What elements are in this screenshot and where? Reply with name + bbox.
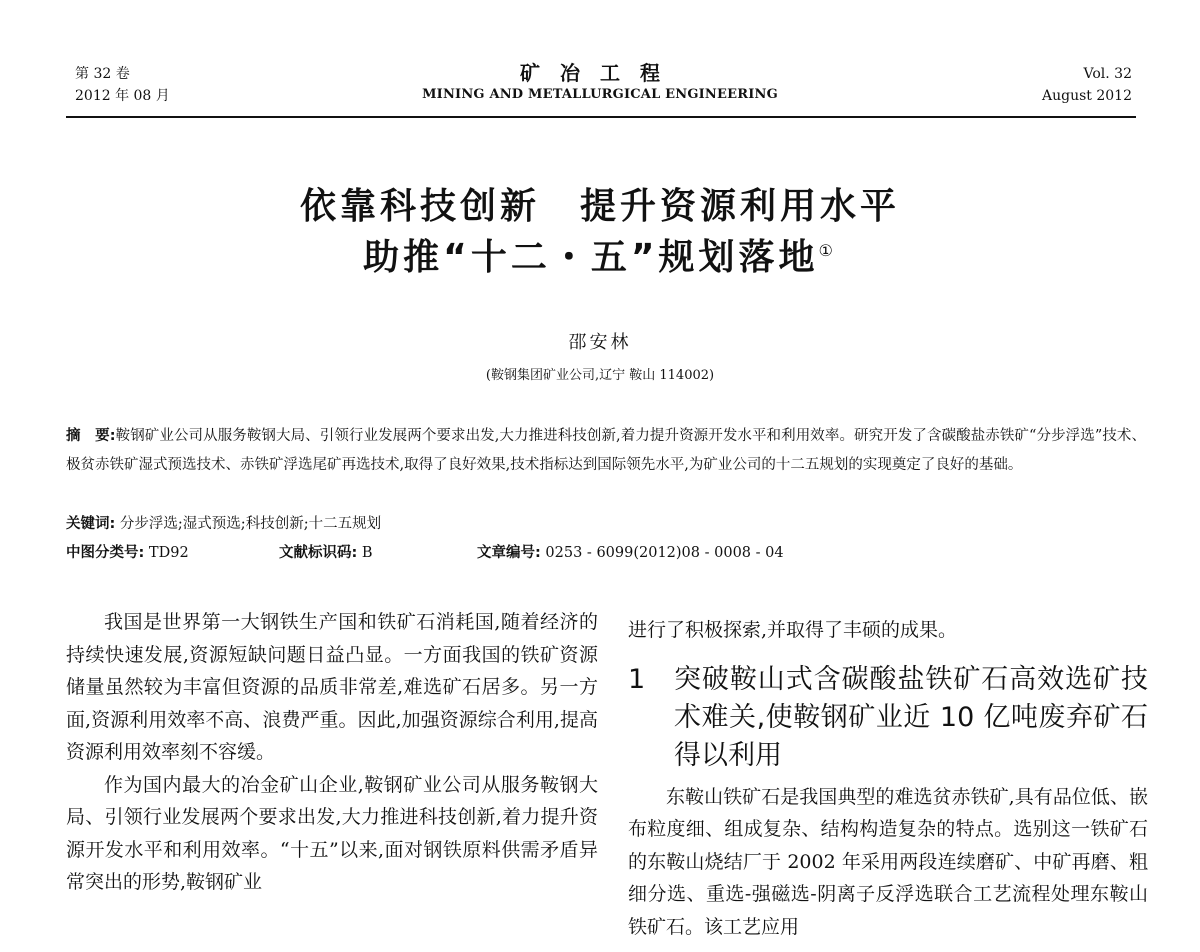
body-right-column xyxy=(628,614,1148,943)
clc-value: TD92 xyxy=(148,545,189,561)
body-paragraph-continued: 进行了积极探索,并取得了丰硕的成果。 xyxy=(628,619,958,641)
doc-code-value: B xyxy=(361,545,373,561)
abstract xyxy=(66,422,1146,480)
body-left-column xyxy=(66,606,598,899)
body-paragraph-1: 我国是世界第一大钢铁生产国和铁矿石消耗国,随着经济的持续快速发展,资源短缺问题日益凸显。一方面我国的铁矿资源储量虽然较为丰富但资源的品质非常差,难选矿石居多。另一方面,资源利用效率不高、浪费严重。因此,加强资源综合利用,提高资源利用效率刻不容缓。 xyxy=(66,611,598,763)
article-title-line1: 依靠科技创新 提升资源利用水平 xyxy=(299,186,900,227)
header-volume: 第 32 卷 xyxy=(75,66,130,82)
clc-label: 中图分类号: xyxy=(66,545,145,561)
classification-line xyxy=(66,539,966,568)
section-title: 突破鞍山式含碳酸盐铁矿石高效选矿技术难关,使鞍钢矿业近 10 亿吨废弃矿石得以利用 xyxy=(674,663,1148,771)
header-date: 2012 年 08 月 xyxy=(75,88,170,104)
body-paragraph-3: 东鞍山铁矿石是我国典型的难选贫赤铁矿,具有品位低、嵌布粒度细、组成复杂、结构构造复杂的特点。选别这一铁矿石的东鞍山烧结厂于 2002 年采用两段连续磨矿、中矿再磨、粗细分选、重选-强磁选-阴离子反浮选联合工艺流程处理东鞍山铁矿石。该工艺应用 xyxy=(628,785,1148,938)
header-date-en: August 2012 xyxy=(1042,88,1132,104)
doc-code-label: 文献标识码: xyxy=(279,545,358,561)
affiliation: (鞍钢集团矿业公司,辽宁 鞍山 114002) xyxy=(485,368,715,383)
keywords-label: 关键词: xyxy=(66,516,116,532)
title-footnote-marker: ① xyxy=(818,241,837,260)
journal-title-cn: 矿冶工程 xyxy=(520,61,680,85)
section-heading-1 xyxy=(628,661,1148,775)
abstract-text: 鞍钢矿业公司从服务鞍钢大局、引领行业发展两个要求出发,大力推进科技创新,着力提升资源开发水平和利用效率。研究开发了含碳酸盐赤铁矿“分步浮选”技术、极贫赤铁矿湿式预选技术、赤铁矿浮选尾矿再选技术,取得了良好效果,技术指标达到国际领先水平,为矿业公司的十二五规划的实现奠定了良好的基础。 xyxy=(66,428,1146,473)
header-journal xyxy=(0,60,1200,104)
article-title-line2-text: 助推“十二・五”规划落地 xyxy=(363,237,819,278)
keywords-text: 分步浮选;湿式预选;科技创新;十二五规划 xyxy=(119,516,382,532)
body-paragraph-2: 作为国内最大的冶金矿山企业,鞍钢矿业公司从服务鞍钢大局、引领行业发展两个要求出发,大力推进科技创新,着力提升资源开发水平和利用效率。“十五”以来,面对钢铁原料供需矛盾异常突出的形势,鞍钢矿业 xyxy=(66,773,598,893)
article-number xyxy=(477,539,784,568)
header-volume-en: Vol. 32 xyxy=(1083,66,1132,82)
article-number-value: 0253 - 6099(2012)08 - 0008 - 04 xyxy=(545,545,784,561)
article-number-label: 文章编号: xyxy=(477,545,541,561)
section-number: 1 xyxy=(628,663,646,695)
clc-code xyxy=(66,539,279,568)
article-title-line2 xyxy=(0,229,1200,280)
header-volume-en-block xyxy=(1042,63,1132,107)
journal-title-en: MINING AND METALLURGICAL ENGINEERING xyxy=(422,87,778,102)
header-rule xyxy=(66,116,1136,118)
abstract-label: 摘 要: xyxy=(66,428,116,444)
keywords xyxy=(66,510,381,539)
author: 邵安林 xyxy=(568,332,632,353)
doc-code xyxy=(279,539,477,568)
